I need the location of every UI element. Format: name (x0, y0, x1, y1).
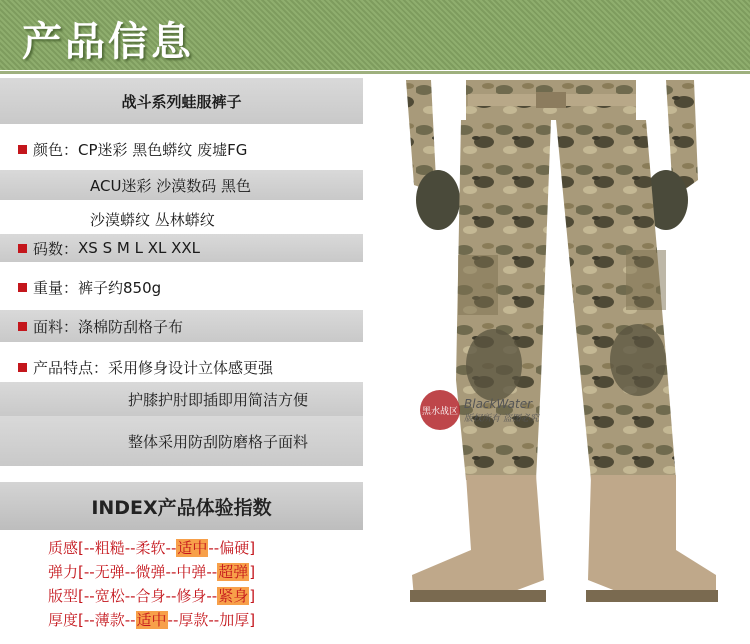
rating-option: 偏硬 (219, 539, 250, 557)
color-value-3: 沙漠蟒纹 丛林蟒纹 (90, 210, 215, 229)
bullet-icon (18, 322, 27, 331)
rating-option: 薄款 (94, 611, 125, 629)
rating-option: 无弹 (94, 563, 125, 581)
color-row-2 (0, 170, 363, 200)
weight-value: 裤子约850g (78, 278, 162, 297)
rating-option: 加厚 (219, 611, 250, 629)
rating-option: 适中 (136, 611, 167, 629)
rating-row: 质感[--粗糙--柔软--适中--偏硬] (48, 539, 256, 557)
feature-row-3 (0, 416, 363, 466)
color-value-1: CP迷彩 黑色蟒纹 废墟FG (78, 140, 248, 159)
rating-option: 柔软 (135, 539, 166, 557)
rating-option: 适中 (177, 539, 208, 557)
bullet-icon (18, 244, 27, 253)
feature-value-1: 采用修身设计立体感更强 (108, 358, 274, 377)
feature-value-2: 护膝护肘即插即用简洁方便 (128, 390, 309, 409)
rating-row: 厚度[--薄款--适中--厚款--加厚] (48, 611, 256, 629)
rating-option: 中弹 (176, 563, 207, 581)
rating-option: 宽松 (94, 587, 125, 605)
rating-label: 版型[ (48, 587, 84, 605)
rating-option: 厚款 (178, 611, 209, 629)
bullet-icon (18, 283, 27, 292)
seal-logo: 黑水战区 (420, 390, 460, 430)
fabric-label: 面料： (33, 317, 79, 336)
rating-label: 质感[ (48, 539, 84, 557)
feature-value-3: 整体采用防刮防磨格子面料 (128, 432, 309, 451)
index-title-bar (0, 482, 363, 530)
product-name-row (0, 78, 363, 124)
rating-option: 修身 (176, 587, 207, 605)
feature-row (0, 351, 363, 383)
rating-row: 弹力[--无弹--微弹--中弹--超弹] (48, 563, 256, 581)
rating-option: 微弹 (135, 563, 166, 581)
watermark-brand: BlackWater (464, 396, 533, 411)
rating-label: 厚度[ (48, 611, 84, 629)
rating-row: 版型[--宽松--合身--修身--紧身] (48, 587, 256, 605)
product-name: 战斗系列蛙服裤子 (121, 92, 242, 111)
fabric-row (0, 310, 363, 342)
header-divider (0, 71, 750, 74)
product-photo (376, 80, 747, 640)
index-title: INDEX产品体验指数 (91, 496, 272, 519)
size-row (0, 234, 363, 262)
size-value: XS S M L XL XXL (78, 239, 201, 257)
weight-label: 重量： (33, 278, 79, 297)
rating-option: 超弹 (218, 563, 249, 581)
watermark (420, 390, 539, 430)
color-label: 颜色： (33, 140, 79, 159)
rating-option: 合身 (135, 587, 166, 605)
color-row-3 (0, 204, 363, 234)
experience-index-list (48, 536, 255, 632)
weight-row (0, 272, 363, 302)
size-label: 码数： (33, 239, 79, 258)
rating-label: 弹力[ (48, 563, 84, 581)
camo-pants-image (376, 80, 747, 640)
feature-label: 产品特点： (33, 358, 109, 377)
feature-row-2 (0, 382, 363, 416)
watermark-sub: 版权所有 盗图必究 (464, 413, 539, 424)
page-title: 产品信息 (22, 19, 194, 65)
header-banner (0, 0, 750, 70)
product-info-panel (0, 78, 363, 470)
color-value-2: ACU迷彩 沙漠数码 黑色 (90, 176, 251, 195)
bullet-icon (18, 145, 27, 154)
rating-option: 紧身 (218, 587, 249, 605)
rating-option: 粗糙 (94, 539, 125, 557)
color-row (0, 134, 363, 164)
fabric-value: 涤棉防刮格子布 (78, 317, 184, 336)
bullet-icon (18, 363, 27, 372)
